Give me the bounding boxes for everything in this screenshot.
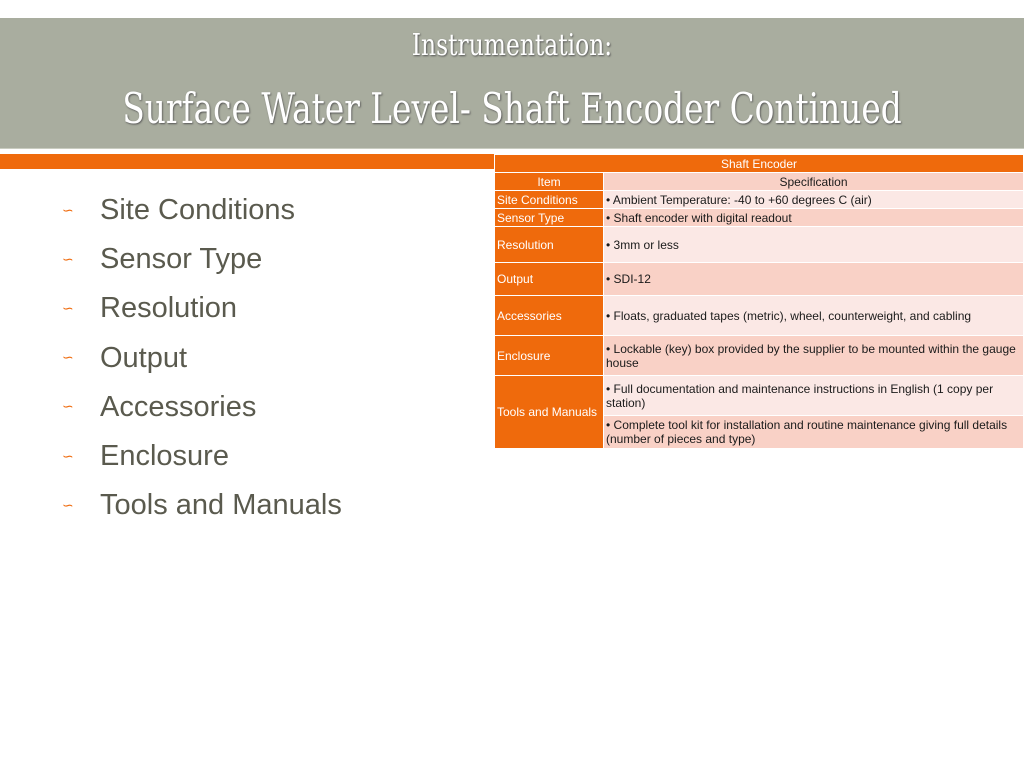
item-cell: Resolution [495, 227, 604, 263]
top-strip [0, 0, 1024, 18]
spec-cell: • Shaft encoder with digital readout [604, 209, 1024, 227]
spec-cell: • 3mm or less [604, 227, 1024, 263]
table-row [495, 296, 1024, 336]
bullet-icon: ∽ [62, 202, 70, 219]
spec-cell: • Floats, graduated tapes (metric), wheel, counterweight, and cabling [604, 296, 1024, 336]
table-row [495, 336, 1024, 376]
item-cell: Enclosure [495, 336, 604, 376]
table-row [495, 263, 1024, 296]
table-row [495, 209, 1024, 227]
table-row [495, 376, 1024, 416]
spec-cell: • Full documentation and maintenance instructions in English (1 copy per station) [604, 376, 1024, 416]
bullet-icon: ∽ [62, 399, 70, 416]
list-item [62, 432, 342, 481]
bullet-text: Resolution [100, 292, 238, 325]
bullet-text: Output [100, 341, 188, 374]
table-title-row [495, 155, 1024, 173]
bullet-text: Sensor Type [100, 243, 263, 276]
column-header-item: Item [495, 173, 604, 191]
list-item [62, 235, 342, 284]
bullet-icon: ∽ [62, 448, 70, 465]
list-item [62, 334, 342, 383]
bullet-icon: ∽ [62, 300, 70, 317]
spec-cell: • Lockable (key) box provided by the supplier to be mounted within the gauge house [604, 336, 1024, 376]
spec-cell: • SDI-12 [604, 263, 1024, 296]
bullet-list [62, 186, 342, 530]
list-item [62, 383, 342, 432]
table-row [495, 191, 1024, 209]
table-title: Shaft Encoder [495, 155, 1024, 173]
spec-table [494, 154, 1024, 449]
slide-subtitle: Surface Water Level- Shaft Encoder Continued [122, 84, 902, 133]
slide-title: Instrumentation: [411, 28, 613, 63]
bullet-text: Site Conditions [100, 194, 296, 227]
list-item [62, 284, 342, 333]
bullet-icon: ∽ [62, 350, 70, 367]
item-cell: Output [495, 263, 604, 296]
bullet-icon: ∽ [62, 251, 70, 268]
table-row [495, 227, 1024, 263]
bullet-icon: ∽ [62, 497, 70, 514]
item-cell: Site Conditions [495, 191, 604, 209]
bullet-text: Accessories [100, 390, 257, 423]
item-cell: Tools and Manuals [495, 376, 604, 449]
spec-cell: • Complete tool kit for installation and routine maintenance giving full details (number of pieces and type) [604, 416, 1024, 449]
column-header-spec: Specification [604, 173, 1024, 191]
table-header-row [495, 173, 1024, 191]
bullet-text: Tools and Manuals [100, 489, 342, 522]
bullet-text: Enclosure [100, 440, 229, 473]
item-cell: Accessories [495, 296, 604, 336]
spec-cell: • Ambient Temperature: -40 to +60 degrees C (air) [604, 191, 1024, 209]
item-cell: Sensor Type [495, 209, 604, 227]
list-item [62, 481, 342, 530]
list-item [62, 186, 342, 235]
